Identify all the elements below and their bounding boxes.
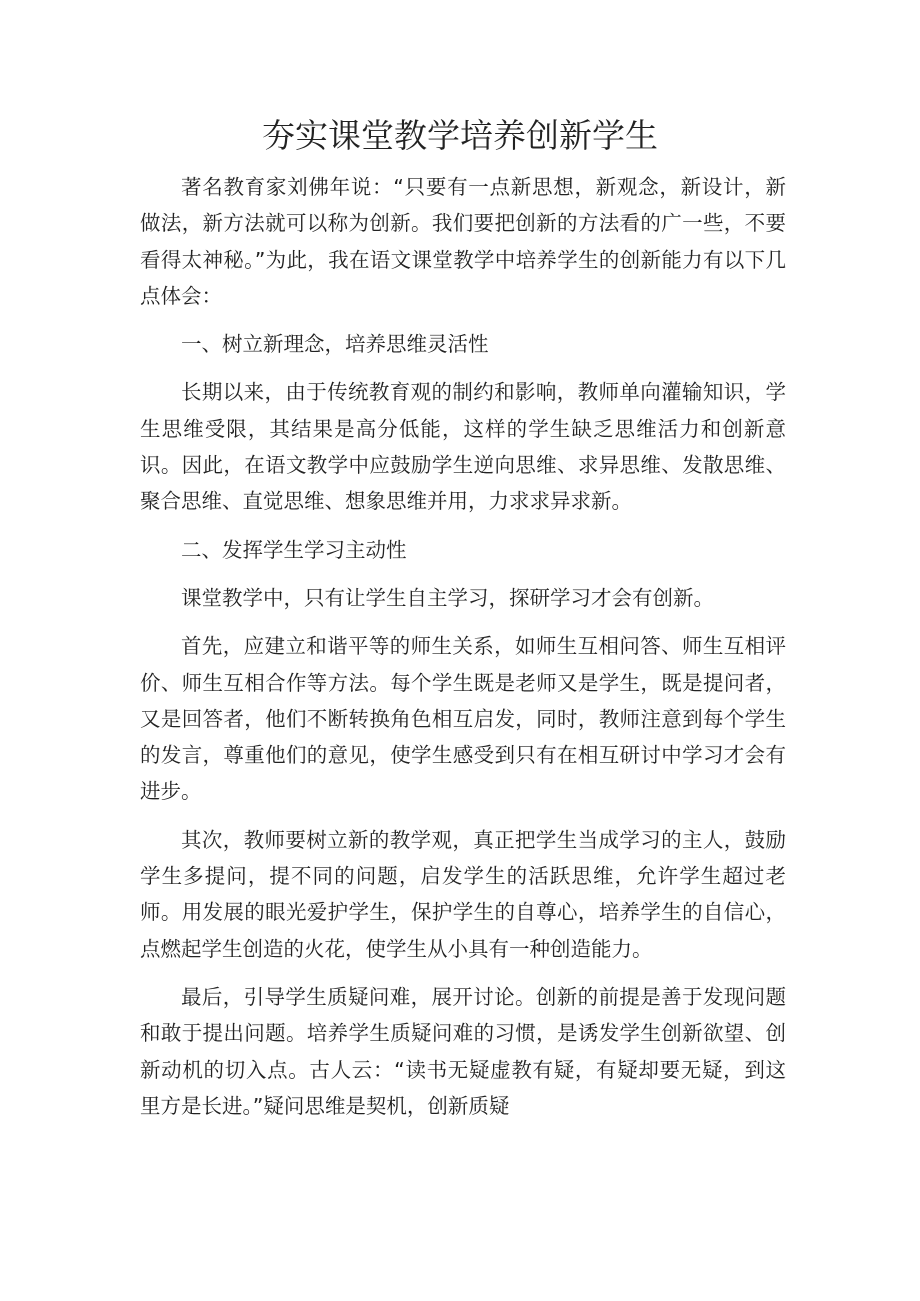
second-point-paragraph: 其次，教师要树立新的教学观，真正把学生当成学习的主人，鼓励学生多提问，提不同的问题，启发学生的活跃思维，允许学生超过老师。用发展的眼光爱护学生，保护学生的自尊心，培养学生的自信心，点燃起学生创造的火花，使学生从小具有一种创造能力。: [140, 827, 786, 961]
section-1-paragraph: 长期以来，由于传统教育观的制约和影响，教师单向灌输知识，学生思维受限，其结果是高分低能，这样的学生缺乏思维活力和创新意识。因此，在语文教学中应鼓励学生逆向思维、求异思维、发散思维、聚合思维、直觉思维、想象思维并用，力求求异求新。: [140, 380, 786, 514]
section-heading-2: 二、发挥学生学习主动性: [181, 537, 407, 562]
intro-paragraph: 著名教育家刘佛年说：“只要有一点新思想，新观念，新设计，新做法，新方法就可以称为创新。我们要把创新的方法看的广一些，不要看得太神秘。”为此，我在语文课堂教学中培养学生的创新能力有以下几点体会：: [140, 175, 786, 308]
first-point-paragraph: 首先，应建立和谐平等的师生关系，如师生互相问答、师生互相评价、师生互相合作等方法。每个学生既是老师又是学生，既是提问者，又是回答者，他们不断转换角色相互启发，同时，教师注意到每个学生的发言，尊重他们的意见，使学生感受到只有在相互研讨中学习才会有进步。: [140, 634, 786, 804]
third-point-paragraph: 最后，引导学生质疑问难，展开讨论。创新的前提是善于发现问题和敢于提出问题。培养学生质疑问难的习惯，是诱发学生创新欲望、创新动机的切入点。古人云：“读书无疑虚教有疑，有疑却要无疑，到这里方是长进。”疑问思维是契机，创新质疑: [140, 984, 786, 1118]
section-heading-1: 一、树立新理念，培养思维灵活性: [181, 332, 489, 357]
section-2-intro-paragraph: 课堂教学中，只有让学生自主学习，探研学习才会有创新。: [181, 585, 714, 610]
document-body: [140, 169, 786, 1136]
document-title: 夯实课堂教学培养创新学生: [262, 116, 658, 155]
